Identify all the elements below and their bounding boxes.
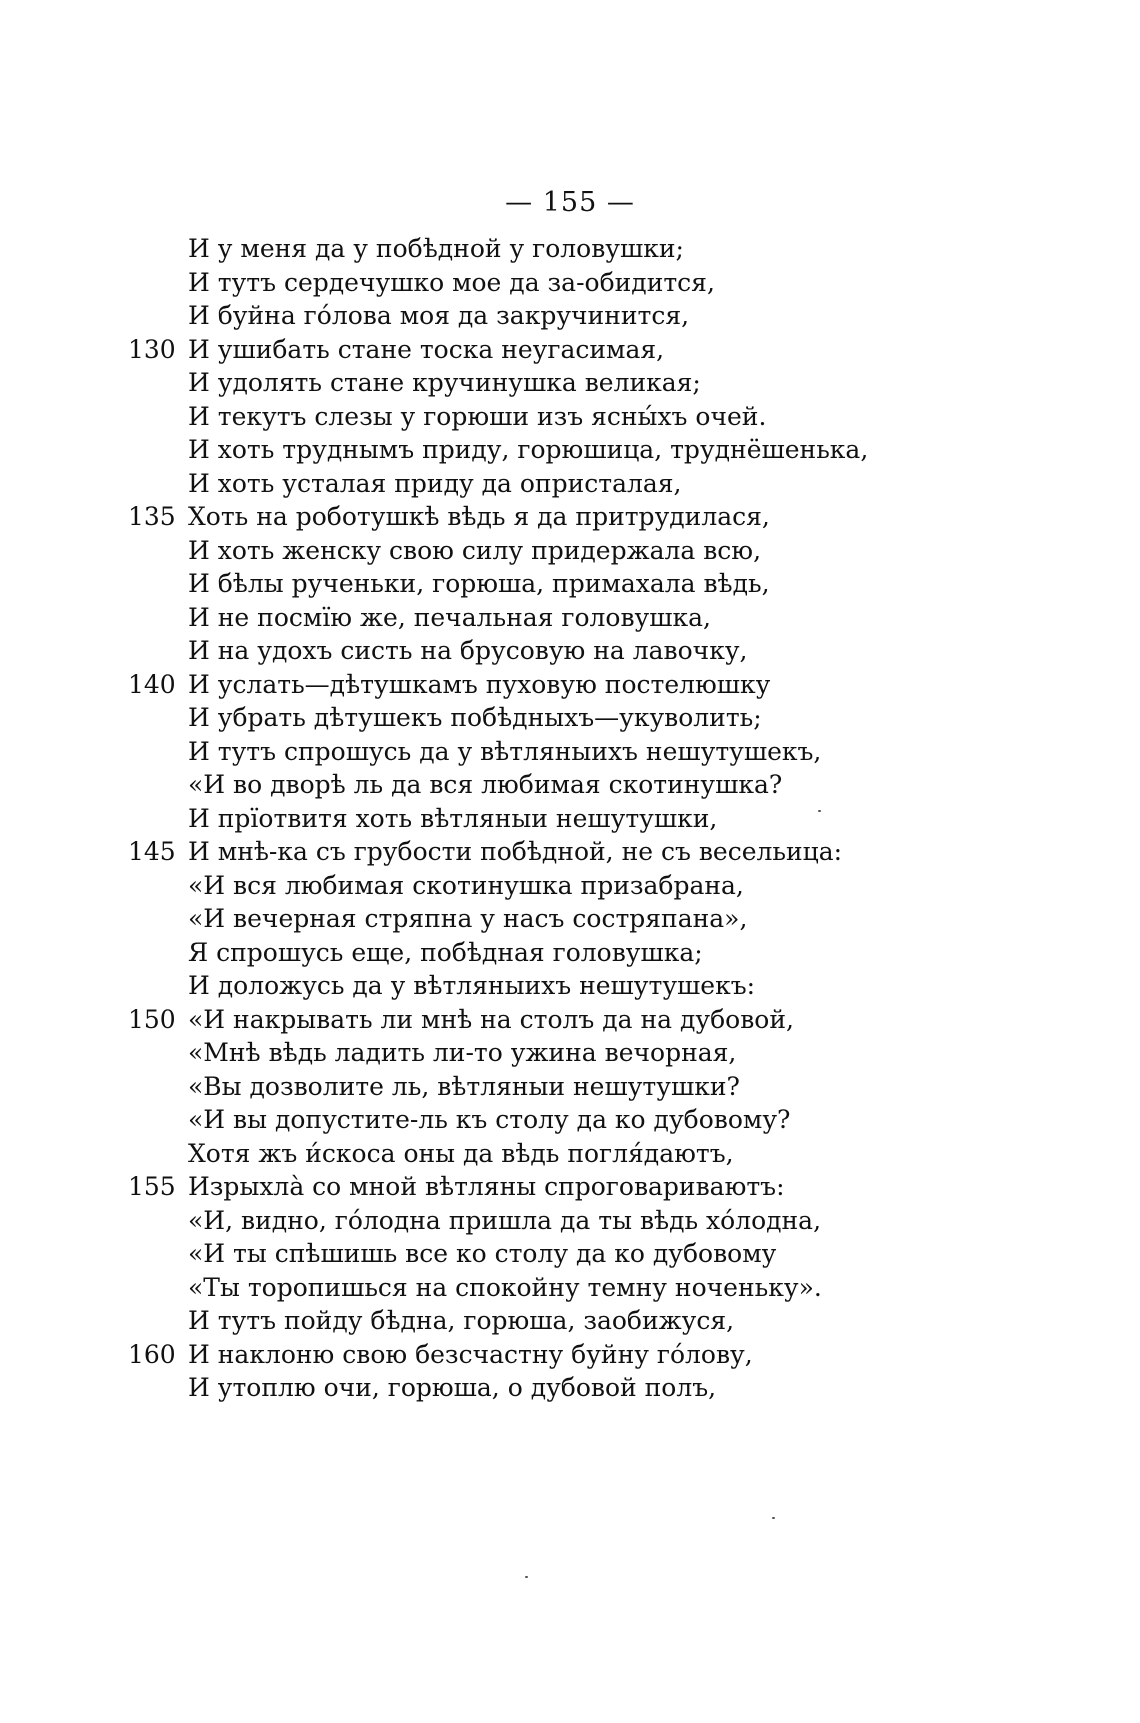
line-text: «И ты спѣшишь все ко столу да ко дубовому [188,1239,777,1268]
verse-line [0,601,1140,635]
verse-line [0,1103,1140,1137]
verse-line [0,467,1140,501]
verse-line [0,701,1140,735]
line-text: И текутъ слезы у горюши изъ ясны́хъ очей. [188,401,767,431]
line-text: «И, видно, го́лодна пришла да ты вѣдь хо́лодна, [188,1205,822,1235]
line-text: Хотя жъ и́скоса оны да вѣдь погля́даютъ, [188,1138,734,1168]
line-number: 130 [128,334,176,364]
verse-line [0,1237,1140,1271]
verse-line [0,1070,1140,1104]
verse-line [0,668,1140,702]
line-text: И доложусь да у вѣтляныихъ нешутушекъ: [188,971,756,1000]
line-text: Я спрошусь еще, побѣдная головушка; [188,937,703,967]
line-text: «И вы допустите-ль къ столу да ко дубовому? [188,1105,791,1134]
line-text: «И вся любимая скотинушка призабрана, [188,870,744,900]
verse-line [0,936,1140,970]
line-text: «Мнѣ вѣдь ладить ли-то ужина вечорная, [188,1038,737,1067]
verse-line [0,634,1140,668]
verse-line [0,333,1140,367]
line-text: И ушибать стане тоска неугасимая, [188,334,665,364]
line-text: И хоть усталая приду да опристалая, [188,468,682,498]
line-text: И убрать дѣтушекъ побѣдныхъ—укуволить; [188,703,762,732]
verse-line [0,1371,1140,1405]
verse-line [0,433,1140,467]
line-text: И тутъ спрошусь да у вѣтляныихъ нешутушекъ, [188,736,822,766]
line-text: Хоть на роботушкѣ вѣдь я да притрудилася, [188,502,770,531]
verse-line [0,534,1140,568]
verse-line [0,500,1140,534]
verse-line [0,232,1140,266]
verse-line [0,869,1140,903]
line-text: И прїотвитя хоть вѣтляныи нешутушки, [188,803,718,833]
line-text: И на удохъ систь на брусовую на лавочку, [188,636,748,665]
print-speck [818,810,821,812]
verse-line [0,1003,1140,1037]
line-text: «И накрывать ли мнѣ на столъ да на дубовой, [188,1004,794,1034]
verse-list [0,232,1140,1405]
verse-line [0,835,1140,869]
page-number: — 155 — [505,187,635,218]
line-number: 155 [128,1172,176,1201]
line-text: «И во дворѣ ль да вся любимая скотинушка? [188,770,783,799]
line-text: «Ты торопишься на спокойну темну ноченьку». [188,1272,822,1302]
line-number: 145 [128,837,176,866]
verse-line [0,1304,1140,1338]
line-text: И наклоню свою безсчастну буйну го́лову, [188,1339,753,1369]
line-text: И у меня да у побѣдной у головушки; [188,234,684,263]
line-text: И услать—дѣтушкамъ пуховую постелюшку [188,669,771,699]
verse-line [0,1271,1140,1305]
print-speck [525,1576,528,1578]
line-text: И удолять стане кручинушка великая; [188,368,701,397]
verse-line [0,1338,1140,1372]
line-number: 160 [128,1339,176,1369]
line-number: 140 [128,669,176,699]
verse-line [0,400,1140,434]
verse-line [0,366,1140,400]
line-text: И хоть труднымъ приду, горюшица, труднёшенька, [188,435,869,464]
line-text: И буйна го́лова моя да закручинится, [188,301,690,330]
line-number: 135 [128,502,176,531]
verse-line [0,1170,1140,1204]
verse-line [0,266,1140,300]
verse-line [0,299,1140,333]
verse-line [0,969,1140,1003]
line-text: И тутъ пойду бѣдна, горюша, заобижуся, [188,1306,735,1335]
verse-line [0,1204,1140,1238]
line-text: И хоть женску свою силу придержала всю, [188,535,762,565]
line-text: И мнѣ-ка съ грубости побѣдной, не съ весельица: [188,837,843,866]
verse-line [0,902,1140,936]
verse-line [0,1036,1140,1070]
line-text: И тутъ сердечушко мое да за-обидится, [188,267,715,297]
verse-line [0,735,1140,769]
line-number: 150 [128,1004,176,1034]
line-text: Изрыхла̀ со мной вѣтляны спроговариваютъ: [188,1172,785,1201]
line-text: «Вы дозволите ль, вѣтляныи нешутушки? [188,1071,740,1101]
line-text: И бѣлы рученьки, горюша, примахала вѣдь, [188,569,770,598]
verse-line [0,567,1140,601]
verse-line [0,802,1140,836]
print-speck [772,1517,775,1519]
verse-line [0,1137,1140,1171]
verse-line [0,768,1140,802]
line-text: И не посмїю же, печальная головушка, [188,602,711,632]
line-text: «И вечерная стряпна у насъ состряпана», [188,904,748,933]
line-text: И утоплю очи, горюша, о дубовой полъ, [188,1373,717,1402]
